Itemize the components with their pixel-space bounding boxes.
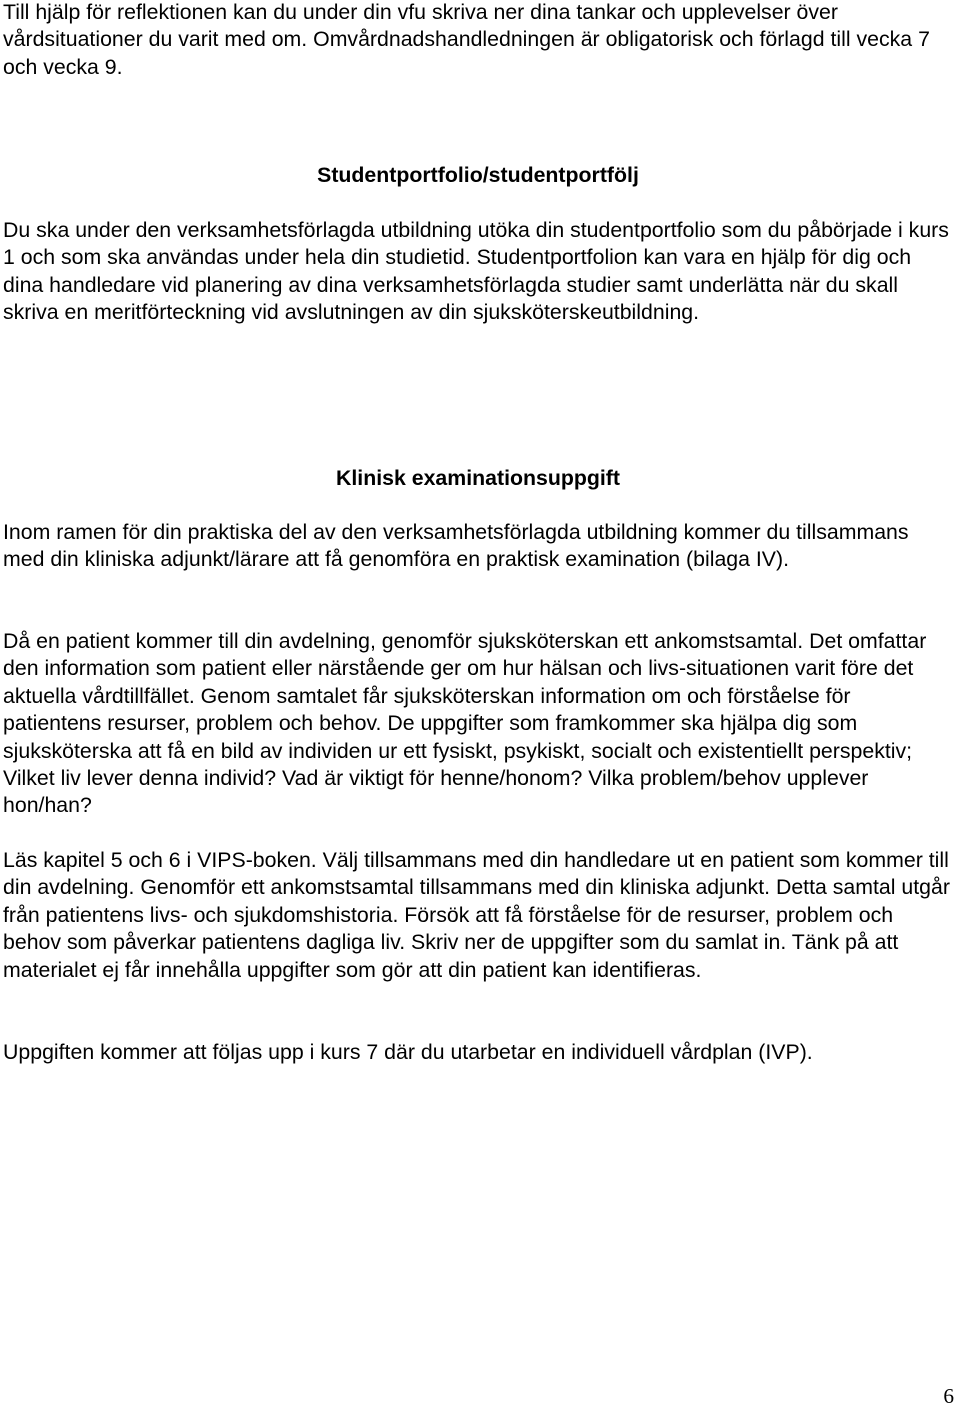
- exam-paragraph-1: Inom ramen för din praktiska del av den verksamhetsförlagda utbildning kommer du tillsammans med din kliniska adjunkt/lärare att få genomföra en praktisk examination (bilaga IV).: [3, 520, 909, 572]
- exam-heading: Klinisk examinationsuppgift: [336, 466, 620, 490]
- exam-paragraph-4: Uppgiften kommer att följas upp i kurs 7 där du utarbetar en individuell vårdplan (IVP).: [3, 1040, 813, 1064]
- portfolio-heading: Studentportfolio/studentportfölj: [317, 163, 639, 187]
- exam-paragraph-2: Då en patient kommer till din avdelning, genomför sjuksköterskan ett ankomstsamtal. Det omfattar den information som patient eller närstående ger om hur hälsan och livs-situationen varit före det aktuella vårdtillfället. Genom samtalet får sjuksköterskan information om och förståelse för patientens resurser, problem och behov. De uppgifter som framkommer ska hjälpa dig som sjuksköterska att få en bild av individen ur ett fysiskt, psykiskt, socialt och existentiellt perspektiv; Vilket liv lever denna individ? Vad är viktigt för henne/honom? Vilka problem/behov upplever hon/han?: [3, 629, 927, 818]
- intro-paragraph: Till hjälp för reflektionen kan du under din vfu skriva ner dina tankar och upplevelser över vårdsituationer du varit med om. Omvårdnadshandledningen är obligatorisk och förlagd till vecka 7 och vecka 9.: [3, 0, 930, 79]
- page-number: 6: [943, 1384, 954, 1408]
- portfolio-paragraph: Du ska under den verksamhetsförlagda utbildning utöka din studentportfolio som du påbörjade i kurs 1 och som ska användas under hela din studietid. Studentportfolion kan vara en hjälp för dig och dina handledare vid planering av dina verksamhetsförlagda studier samt underlätta när du skall skriva en meritförteckning vid avslutningen av din sjuksköterskeutbildning.: [3, 218, 949, 325]
- exam-paragraph-3: Läs kapitel 5 och 6 i VIPS-boken. Välj tillsammans med din handledare ut en patient som kommer till din avdelning. Genomför ett ankomstsamtal tillsammans med din kliniska adjunkt. Detta samtal utgår från patientens livs- och sjukdomshistoria. Försök att få förståelse för de resurser, problem och behov som påverkar patientens dagliga liv. Skriv ner de uppgifter som du samlat in. Tänk på att materialet ej får innehålla uppgifter som gör att din patient kan identifieras.: [3, 848, 950, 982]
